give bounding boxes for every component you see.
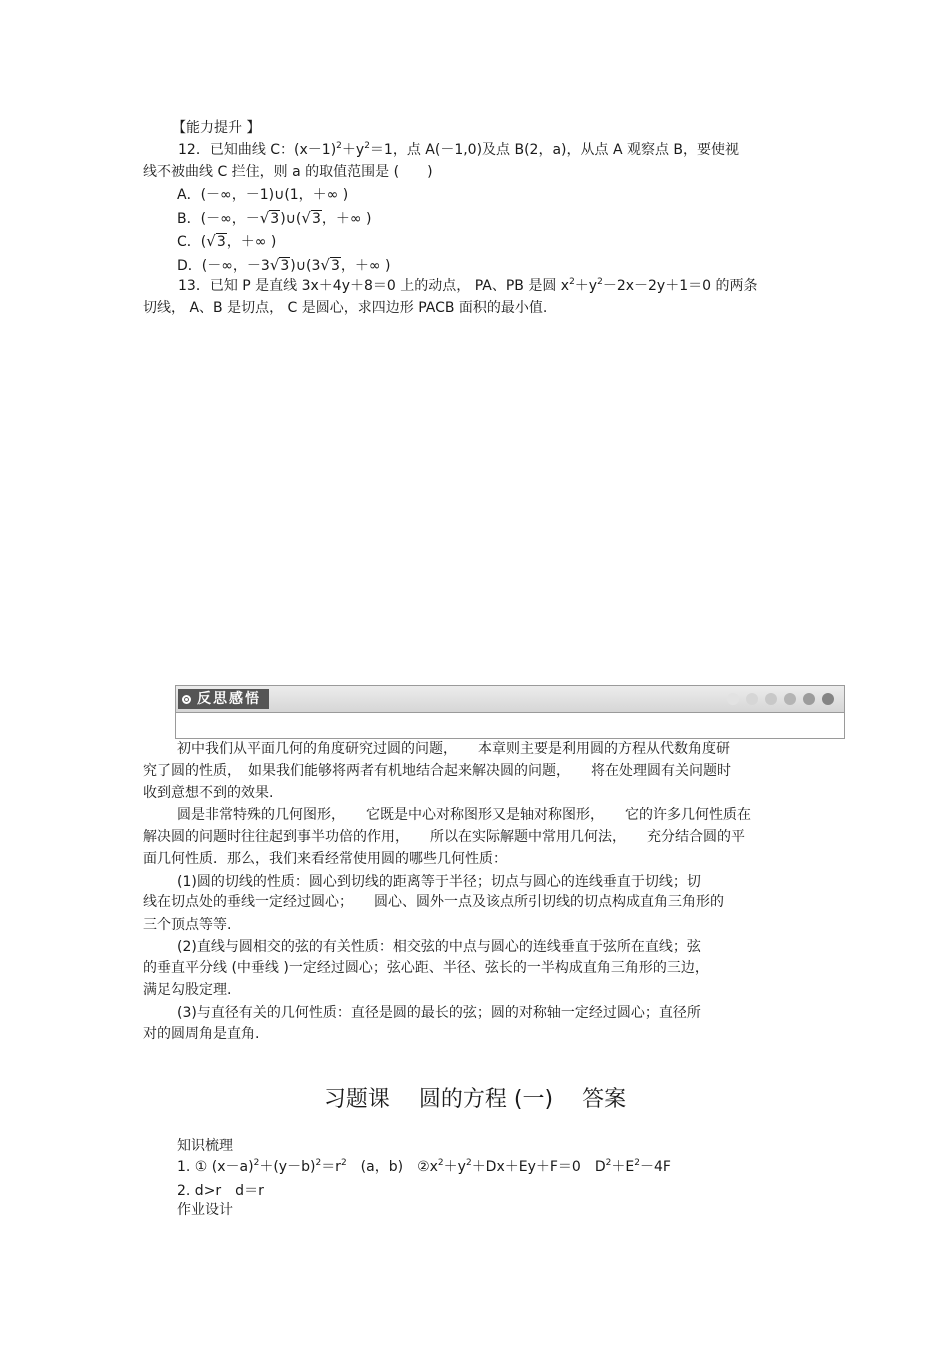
dot-icon	[803, 693, 815, 705]
reflection-p5-line-1: (3)与直径有关的几何性质：直径是圆的最长的弦；圆的对称轴一定经过圆心；直径所	[177, 1005, 701, 1021]
reflection-p5-line-2: 对的圆周角是直角.	[143, 1026, 260, 1042]
q12-text: ＋y	[341, 142, 365, 158]
exponent: 2	[634, 1158, 640, 1168]
section-heading: 【能力提升 】	[172, 120, 261, 136]
q13-text: －2x－2y＋1＝0 的两条	[602, 278, 758, 294]
decorative-dots	[720, 693, 834, 709]
option-b-text: ，＋∞ )	[321, 211, 372, 227]
answer-1-text: ＋y	[443, 1159, 466, 1175]
sqrt-symbol: √3	[269, 256, 290, 274]
sqrt-symbol: √3	[301, 209, 321, 227]
reflection-p4-line-2: 的垂直平分线 (中垂线 )一定经过圆心；弦心距、半径、弦长的一半构成直角三角形的三边，	[143, 960, 709, 976]
option-d-text: )∪(3	[290, 258, 321, 274]
exponent: 2	[569, 277, 575, 287]
q12-text: ＝1，点 A(－1,0)及点 B(2，a)，从点 A 观察点 B，要使视	[369, 142, 740, 158]
option-c-text: C．(	[177, 234, 207, 250]
dot-icon	[784, 693, 796, 705]
option-b	[177, 208, 371, 229]
q13-text: 13．已知 P 是直线 3x＋4y＋8＝0 上的动点， PA、PB 是圆 x	[178, 278, 570, 294]
dot-icon	[822, 693, 834, 705]
dot-icon	[746, 693, 758, 705]
question-13-line-2: 切线， A、B 是切点， C 是圆心，求四边形 PACB 面积的最小值.	[143, 300, 548, 316]
sqrt-symbol: √3	[259, 209, 280, 227]
exponent: 2	[465, 1158, 472, 1168]
banner-bar	[176, 686, 844, 713]
question-12-line-1	[178, 140, 739, 160]
answer-1-text: ＋(y－b)	[259, 1159, 316, 1175]
option-d-text: ，＋∞ )	[340, 258, 391, 274]
exponent: 2	[437, 1158, 444, 1168]
q12-text: 12．已知曲线 C：(x－1)	[178, 142, 337, 158]
option-d	[177, 255, 390, 276]
option-d-text: D．(－∞，－3	[177, 258, 270, 274]
sqrt-symbol: √3	[320, 256, 340, 274]
option-b-text: B．(－∞，－	[177, 211, 260, 227]
option-c-text: ，＋∞ )	[226, 234, 277, 250]
question-12-line-2: 线不被曲线 C 拦住，则 a 的取值范围是 ( )	[143, 164, 433, 180]
reflection-p2-line-1: 圆是非常特殊的几何图形， 它既是中心对称图形又是轴对称图形， 它的许多几何性质在	[177, 807, 751, 823]
answer-1-text: ＝r	[321, 1159, 341, 1175]
answer-1-text: ＋Dx＋Ey＋F＝0 D	[471, 1159, 606, 1175]
reflection-p4-line-3: 满足勾股定理.	[143, 982, 232, 998]
exponent: 2	[336, 141, 342, 151]
reflection-banner	[175, 685, 845, 739]
reflection-title: 反思感悟	[197, 691, 261, 707]
dot-icon	[765, 693, 777, 705]
dot-icon	[727, 693, 739, 705]
reflection-p1-line-3: 收到意想不到的效果.	[143, 785, 274, 801]
reflection-p2-line-3: 面几何性质．那么，我们来看经常使用圆的哪些几何性质：	[143, 851, 507, 867]
answer-1-text: ＋E	[611, 1159, 635, 1175]
reflection-tab	[178, 689, 269, 709]
exponent: 2	[340, 1158, 347, 1168]
option-c	[177, 231, 276, 252]
q13-text: ＋y	[574, 278, 598, 294]
reflection-p3-line-2: 线在切点处的垂线一定经过圆心； 圆心、圆外一点及该点所引切线的切点构成直角三角形的	[143, 894, 724, 910]
knowledge-label: 知识梳理	[177, 1138, 233, 1154]
answer-1	[177, 1157, 671, 1177]
reflection-p1-line-2: 究了圆的性质， 如果我们能够将两者有机地结合起来解决圆的问题， 将在处理圆有关问题时	[143, 763, 731, 779]
exponent: 2	[605, 1158, 612, 1168]
reflection-p3-line-3: 三个顶点等等.	[143, 917, 232, 933]
option-a: A．(－∞，－1)∪(1，＋∞ )	[177, 187, 349, 203]
reflection-p3-line-1: (1)圆的切线的性质：圆心到切线的距离等于半径；切点与圆心的连线垂直于切线；切	[177, 874, 701, 890]
exponent: 2	[364, 141, 370, 151]
sqrt-symbol: √3	[206, 232, 226, 250]
answer-2: 2. d>r d＝r	[177, 1183, 264, 1199]
reflection-p2-line-2: 解决圆的问题时往往起到事半功倍的作用， 所以在实际解题中常用几何法， 充分结合圆的平	[143, 829, 745, 845]
reflection-p4-line-1: (2)直线与圆相交的弦的有关性质：相交弦的中点与圆心的连线垂直于弦所在直线；弦	[177, 939, 701, 955]
option-b-text: )∪(	[280, 211, 302, 227]
exponent: 2	[253, 1158, 260, 1168]
question-13-line-1	[178, 276, 757, 296]
homework-label: 作业设计	[177, 1202, 233, 1218]
exponent: 2	[315, 1158, 322, 1168]
reflection-p1-line-1: 初中我们从平面几何的角度研究过圆的问题， 本章则主要是利用圆的方程从代数角度研	[177, 741, 730, 757]
exponent: 2	[597, 277, 603, 287]
answer-1-text: (a，b) ②x	[346, 1159, 438, 1175]
answer-1-text: 1. ① (x－a)	[177, 1159, 254, 1175]
bullet-icon	[182, 695, 191, 704]
answer-heading: 习题课 圆的方程 (一) 答案	[323, 1087, 627, 1112]
answer-1-text: －4F	[639, 1159, 671, 1175]
